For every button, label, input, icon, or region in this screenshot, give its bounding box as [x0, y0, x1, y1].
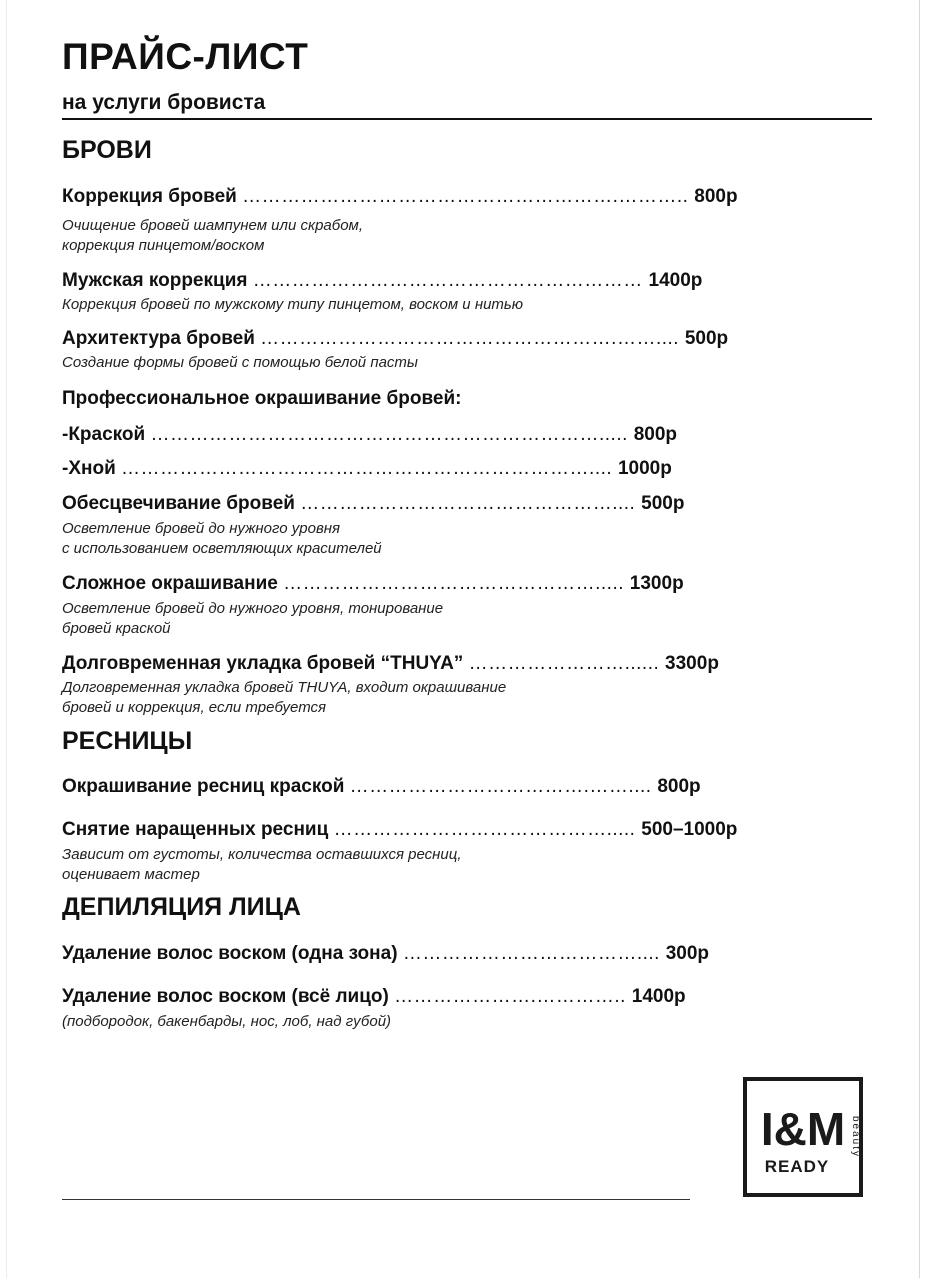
logo-monogram: I&M	[760, 1103, 846, 1155]
item-price: 500–1000р	[641, 819, 738, 840]
item-price: 1300р	[629, 573, 684, 594]
leader-dots: ……………………………………………….……....	[260, 328, 685, 349]
item-price: 1000р	[617, 458, 672, 479]
section-lashes: РЕСНИЦЫ	[62, 727, 193, 755]
description-line: (подбородок, бакенбарды, нос, лоб, над губой)	[62, 1013, 392, 1030]
logo-tagline: beauty	[850, 1115, 861, 1159]
price-item-wax-one	[62, 943, 709, 965]
item-description	[62, 353, 418, 373]
leader-dots: ………………….…………..	[394, 986, 632, 1007]
item-name: Удаление волос воском (всё лицо)	[62, 986, 389, 1007]
brand-logo	[743, 1077, 863, 1197]
page-subtitle: на услуги бровиста	[62, 91, 266, 114]
price-item-paint	[62, 424, 677, 446]
leader-dots: ………………………………………………………………....	[121, 458, 618, 479]
leader-dots: ………………………………………….....	[283, 573, 630, 594]
item-price: 500р	[684, 328, 729, 349]
item-name: Архитектура бровей	[62, 328, 255, 349]
coloring-heading: Профессиональное окрашивание бровей:	[62, 388, 462, 409]
price-item-lash-removal	[62, 819, 737, 841]
description-line: Долговременная укладка бровей THUYA, входит окрашивание	[62, 679, 507, 696]
price-item-thuya	[62, 653, 719, 675]
item-price: 1400р	[648, 270, 703, 291]
price-item-complex	[62, 573, 684, 595]
item-name: Снятие наращенных ресниц	[62, 819, 329, 840]
item-name: Удаление волос воском (одна зона)	[62, 943, 398, 964]
item-name: Окрашивание ресниц краской	[62, 776, 345, 797]
item-name: Обесцвечивание бровей	[62, 493, 295, 514]
price-item-bleach	[62, 493, 684, 515]
price-item-wax-full	[62, 986, 686, 1008]
item-price: 300р	[665, 943, 710, 964]
leader-dots: …………………………………….....	[333, 819, 642, 840]
item-price: 800р	[657, 776, 701, 797]
description-line: Очищение бровей шампунем или скрабом,	[62, 217, 363, 234]
leader-dots: …………………………………………………………….....	[150, 424, 634, 445]
item-name: -Краской	[62, 424, 146, 445]
price-item-male	[62, 270, 702, 292]
description-line: бровей краской	[62, 620, 171, 637]
item-price: 800р	[633, 424, 677, 445]
price-item-lash-color	[62, 776, 701, 798]
signature-line	[62, 1199, 690, 1200]
price-item-correction	[62, 186, 738, 208]
leader-dots: ………………………………………………….………..	[242, 186, 695, 207]
item-price: 3300р	[665, 653, 719, 674]
description-line: Зависит от густоты, количества оставшихся ресниц,	[62, 846, 462, 863]
description-line: Осветление бровей до нужного уровня, тонирование	[62, 600, 444, 617]
item-description	[62, 1012, 391, 1032]
section-face: ДЕПИЛЯЦИЯ ЛИЦА	[62, 893, 301, 921]
logo-wordmark: READY	[764, 1157, 830, 1176]
item-description	[62, 845, 462, 885]
price-item-henna	[62, 458, 672, 480]
page-title: ПРАЙС-ЛИСТ	[62, 36, 309, 77]
description-line: Создание формы бровей с помощью белой пасты	[62, 354, 418, 371]
item-description	[62, 295, 523, 315]
description-line: с использованием осветляющих красителей	[62, 540, 382, 557]
description-line: коррекция пинцетом/воском	[62, 237, 265, 254]
price-item-architecture	[62, 328, 728, 350]
leader-dots: …………………………………………....	[300, 493, 642, 514]
item-description	[62, 519, 382, 559]
title-divider	[62, 118, 872, 120]
leader-dots: ……………………………….……....	[349, 776, 658, 797]
item-price: 500р	[641, 493, 685, 514]
item-name: Долговременная укладка бровей “THUYA”	[62, 653, 464, 674]
description-line: бровей и коррекция, если требуется	[62, 699, 327, 716]
item-name: -Хной	[62, 458, 116, 479]
item-name: Сложное окрашивание	[62, 573, 278, 594]
item-description	[62, 678, 506, 718]
item-description	[62, 216, 363, 256]
item-name: Мужская коррекция	[62, 270, 248, 291]
description-line: оценивает мастер	[62, 866, 200, 883]
description-line: Коррекция бровей по мужскому типу пинцетом, воском и нитью	[62, 296, 524, 313]
description-line: Осветление бровей до нужного уровня	[62, 520, 341, 537]
section-brows: БРОВИ	[62, 136, 152, 164]
item-price: 800р	[694, 186, 738, 207]
item-price: 1400р	[631, 986, 686, 1007]
leader-dots: ……………………………………………………	[252, 270, 649, 291]
leader-dots: ………………………………....	[402, 943, 666, 964]
leader-dots: ……………………......	[468, 653, 666, 674]
item-name: Коррекция бровей	[62, 186, 237, 207]
item-description	[62, 599, 443, 639]
